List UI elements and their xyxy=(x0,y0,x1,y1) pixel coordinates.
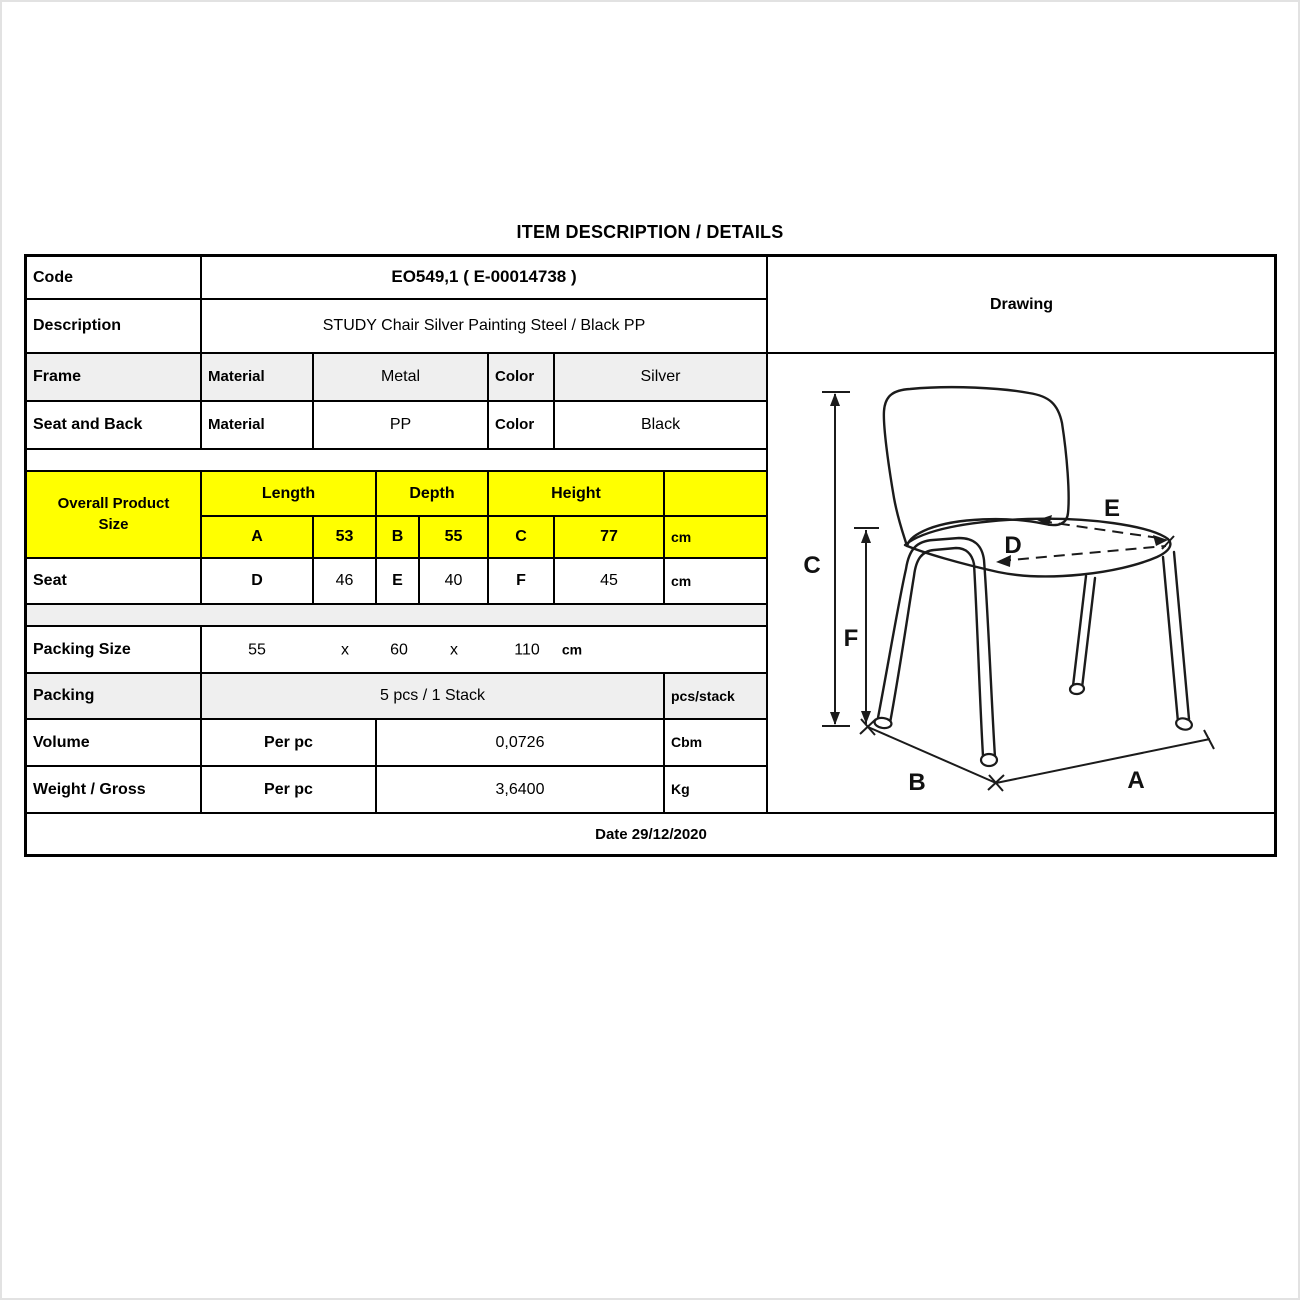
spacer-row-1 xyxy=(25,448,768,472)
seatback-color-label-cell: Color xyxy=(487,400,555,450)
seatback-color-value-cell: Black xyxy=(553,400,768,450)
unit-header-blank-cell xyxy=(663,470,768,517)
dim-line-c xyxy=(822,392,850,726)
dim-label-b: B xyxy=(908,769,926,796)
frame-label-cell: Frame xyxy=(25,352,202,402)
weight-label-cell: Weight / Gross xyxy=(25,765,202,814)
seat-height-key-cell: F xyxy=(487,557,555,605)
packing-size-unit: cm xyxy=(561,641,583,658)
chair-drawing xyxy=(766,352,1277,814)
seat-label-cell: Seat xyxy=(25,557,202,605)
length-header-cell: Length xyxy=(200,470,377,517)
packing-size-label-cell: Packing Size xyxy=(25,625,202,674)
weight-unit-cell: Kg xyxy=(663,765,768,814)
packing-size-x2: x xyxy=(450,640,458,658)
packing-size-x1: x xyxy=(341,640,349,658)
description-label-cell: Description xyxy=(25,298,202,354)
packing-size-value-cell xyxy=(200,625,768,674)
seat-length-key-cell: D xyxy=(200,557,314,605)
overall-depth-key-cell: B xyxy=(375,515,420,559)
overall-size-label-text: Overall Product Size xyxy=(57,495,170,533)
packing-unit-cell: pcs/stack xyxy=(663,672,768,720)
overall-length-key-cell: A xyxy=(200,515,314,559)
frame-color-label-cell: Color xyxy=(487,352,555,402)
packing-size-depth: 60 xyxy=(390,640,408,658)
frame-material-label-cell: Material xyxy=(200,352,314,402)
dim-line-b xyxy=(868,727,996,783)
overall-unit-cell: cm xyxy=(663,515,768,559)
overall-depth-value-cell: 55 xyxy=(418,515,489,559)
dim-label-d: D xyxy=(1004,532,1022,559)
overall-size-label-cell xyxy=(25,470,202,559)
chair-seat xyxy=(905,519,1170,577)
seatback-material-value-cell: PP xyxy=(312,400,489,450)
overall-height-value-cell: 77 xyxy=(553,515,665,559)
dim-line-d-dashed xyxy=(1000,546,1166,561)
frame-color-value-cell: Silver xyxy=(553,352,768,402)
packing-value-cell: 5 pcs / 1 Stack xyxy=(200,672,665,720)
packing-size-length: 55 xyxy=(248,640,266,658)
packing-size-height: 110 xyxy=(514,640,540,658)
volume-value-cell: 0,0726 xyxy=(375,718,665,767)
seatback-label-cell: Seat and Back xyxy=(25,400,202,450)
packing-label-cell: Packing xyxy=(25,672,202,720)
code-value-cell: EO549,1 ( E-00014738 ) xyxy=(200,255,768,300)
seat-depth-key-cell: E xyxy=(375,557,420,605)
seatback-material-label-cell: Material xyxy=(200,400,314,450)
chair-right-leg xyxy=(1163,552,1189,722)
date-cell: Date 29/12/2020 xyxy=(25,812,1277,857)
seat-unit-cell: cm xyxy=(663,557,768,605)
depth-header-cell: Depth xyxy=(375,470,489,517)
drawing-header-cell: Drawing xyxy=(766,255,1277,354)
dim-line-a xyxy=(996,730,1214,783)
seat-height-value-cell: 45 xyxy=(553,557,665,605)
dim-label-a: A xyxy=(1127,767,1145,794)
chair-back-leg xyxy=(1073,576,1095,688)
overall-height-key-cell: C xyxy=(487,515,555,559)
dim-arrowheads xyxy=(830,393,1168,725)
volume-per-pc-cell: Per pc xyxy=(200,718,377,767)
chair-feet xyxy=(874,683,1193,766)
volume-label-cell: Volume xyxy=(25,718,202,767)
code-label-cell: Code xyxy=(25,255,202,300)
description-value-cell: STUDY Chair Silver Painting Steel / Black PP xyxy=(200,298,768,354)
seat-length-value-cell: 46 xyxy=(312,557,377,605)
dim-label-f: F xyxy=(843,625,859,652)
spacer-row-2 xyxy=(25,603,768,627)
weight-value-cell: 3,6400 xyxy=(375,765,665,814)
page-title: ITEM DESCRIPTION / DETAILS xyxy=(516,222,784,242)
overall-length-value-cell: 53 xyxy=(312,515,377,559)
height-header-cell: Height xyxy=(487,470,665,517)
frame-material-value-cell: Metal xyxy=(312,352,489,402)
weight-per-pc-cell: Per pc xyxy=(200,765,377,814)
dim-label-e: E xyxy=(1103,495,1121,522)
volume-unit-cell: Cbm xyxy=(663,718,768,767)
dim-label-c: C xyxy=(803,552,821,579)
seat-depth-value-cell: 40 xyxy=(418,557,489,605)
